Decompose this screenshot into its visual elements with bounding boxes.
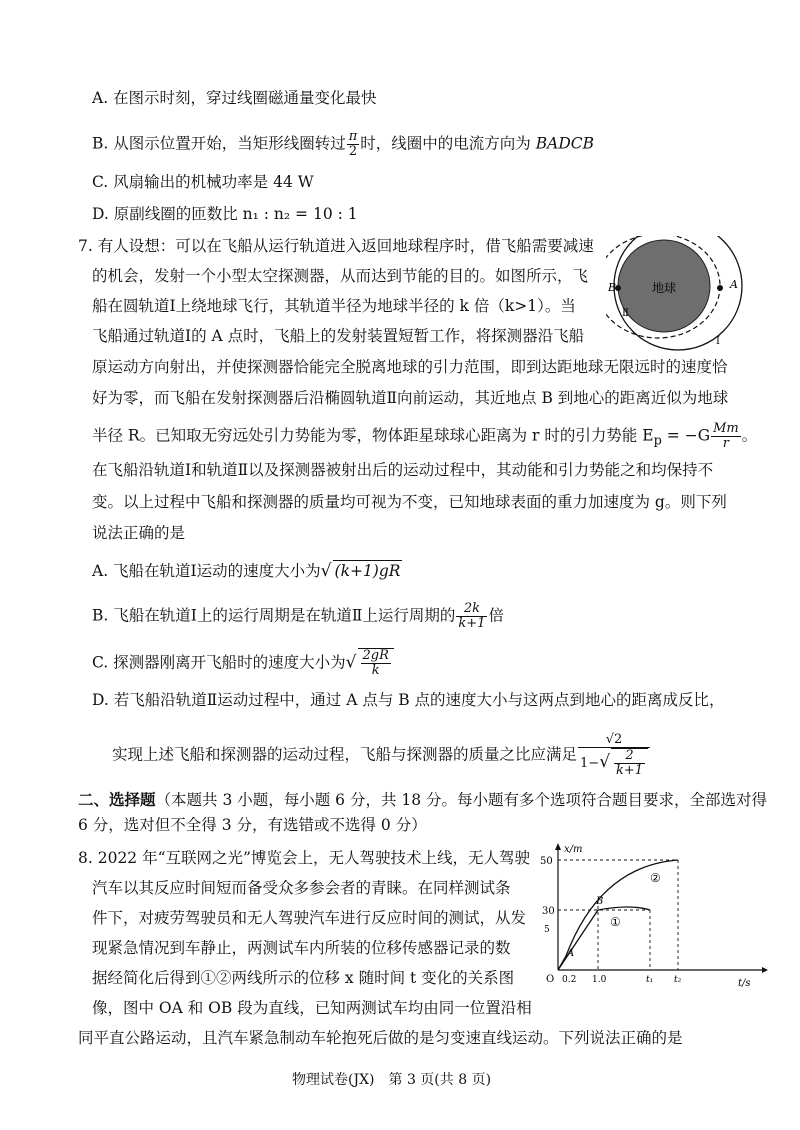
y-axis-label: x/m bbox=[564, 844, 583, 855]
q7-line-5: 原运动方向射出，并使探测器恰能完全脱离地球的引力范围，即到达距地球无限远时的速度恰 bbox=[92, 358, 728, 376]
curve-2-label: ② bbox=[650, 871, 661, 885]
point-a-label: A bbox=[730, 278, 738, 291]
section-2-title: 二、选择题 bbox=[78, 790, 156, 809]
q6-b-frac-num: π bbox=[348, 129, 358, 144]
x-tick-0-2: 0.2 bbox=[562, 975, 577, 985]
q7-option-c-fraction bbox=[361, 649, 391, 678]
page-footer: 物理试卷(JX) 第 3 页(共 8 页) bbox=[292, 1072, 492, 1088]
x-axis-arrow bbox=[762, 967, 768, 973]
q6-option-b bbox=[92, 130, 594, 159]
q7-line-8: 在飞船沿轨道Ⅰ和轨道Ⅱ以及探测器被射出后的运动过程中，其动能和引力势能之和均保持不 bbox=[92, 461, 714, 479]
sqrt-sign: √ bbox=[599, 752, 611, 772]
point-a-label: A bbox=[567, 948, 575, 959]
section-2-heading bbox=[78, 790, 767, 810]
q8-line-2: 汽车以其反应时间短而备受众多参会者的青睐。在同样测试条 bbox=[92, 879, 511, 897]
q7-line-7-end: 。 bbox=[741, 426, 758, 445]
q7-line-9: 变。以上过程中飞船和探测器的质量均可视为不变，已知地球表面的重力加速度为 g。则下列 bbox=[92, 493, 727, 511]
q6-option-c: C. 风扇输出的机械功率是 44 W bbox=[92, 173, 314, 191]
q7-d-den bbox=[578, 748, 650, 778]
q7-option-d-line-2 bbox=[112, 733, 651, 778]
q7-option-c-pre: C. 探测器刚离开飞船时的速度大小为 bbox=[92, 653, 346, 672]
y-axis-arrow bbox=[555, 843, 561, 850]
q7-d-inner-den: k+1 bbox=[616, 763, 644, 778]
q7-option-a bbox=[92, 560, 402, 581]
q8-line-5: 据经简化后得到①②两线所示的位移 x 随时间 t 变化的关系图 bbox=[92, 969, 515, 987]
q7-d-den-pre: 1− bbox=[580, 756, 600, 771]
x-axis-label: t/s bbox=[738, 978, 751, 989]
q7-option-d-fraction bbox=[578, 733, 650, 778]
q6-option-b-fraction bbox=[347, 130, 360, 159]
q7-c-den: k bbox=[371, 663, 380, 678]
x-tick-1-0: 1.0 bbox=[592, 975, 607, 985]
q7-potential-fraction bbox=[711, 422, 741, 451]
q6-option-d: D. 原副线圈的匝数比 n₁ : n₂ = 10 : 1 bbox=[92, 205, 358, 223]
orbit-i-label: Ⅰ bbox=[716, 336, 720, 347]
q8-displacement-graph bbox=[540, 840, 770, 990]
q7-line-7-pre: 半径 R。已知取无穷远处引力势能为零，物体距星球球心距离为 r 时的引力势能 E bbox=[92, 426, 654, 445]
point-b-label: B bbox=[596, 896, 604, 907]
q7-b-den: k+1 bbox=[458, 616, 486, 631]
q7-line-7 bbox=[92, 422, 757, 452]
q7-line-4: 飞船通过轨道Ⅰ的 A 点时，飞船上的发射装置短暂工作，将探测器沿飞船 bbox=[92, 327, 585, 345]
origin-label: O bbox=[546, 974, 555, 985]
section-2-note-2: 6 分，选对但不全得 3 分，有选错或不选得 0 分） bbox=[78, 816, 427, 834]
q6-option-a: A. 在图示时刻，穿过线圈磁通量变化最快 bbox=[92, 89, 377, 107]
earth-label: 地球 bbox=[652, 281, 677, 295]
curve-1-label: ① bbox=[610, 915, 621, 929]
q7-line-7-sub: p bbox=[653, 433, 662, 449]
y-extra-label: 5 bbox=[544, 925, 550, 935]
q7-option-d-line-1: D. 若飞船沿轨道Ⅱ运动过程中，通过 A 点与 B 点的速度大小与这两点到地心的距离成反比， bbox=[92, 691, 725, 709]
x-tick-t2: t₂ bbox=[674, 975, 682, 985]
q7-line-3: 船在圆轨道Ⅰ上绕地球飞行，其轨道半径为地球半径的 k 倍（k>1）。当 bbox=[92, 297, 576, 315]
y-tick-30: 30 bbox=[542, 906, 555, 917]
q8-line-1: 8. 2022 年“互联网之光”博览会上，无人驾驶技术上线，无人驾驶 bbox=[78, 849, 530, 867]
q7-option-a-radicand: (k+1)gR bbox=[334, 562, 401, 580]
q7-line-6: 好为零，而飞船在发射探测器后沿椭圆轨道Ⅱ向前运动，其近地点 B 到地心的距离近似为地球 bbox=[92, 389, 729, 407]
q7-b-num: 2k bbox=[456, 602, 487, 617]
q6-option-b-direction: BADCB bbox=[535, 134, 595, 153]
q7-line-7-eq: = −G bbox=[661, 426, 711, 445]
q7-frac-num: Mm bbox=[713, 421, 739, 436]
orbit-ii-label: Ⅱ bbox=[622, 308, 629, 319]
q7-d-num: √2 bbox=[578, 733, 650, 748]
q6-b-frac-den: 2 bbox=[348, 144, 358, 159]
q7-d-inner-fraction bbox=[614, 749, 645, 778]
q7-d-den-sqrt bbox=[611, 748, 648, 778]
q7-option-a-pre: A. 飞船在轨道Ⅰ运动的速度大小为 bbox=[92, 562, 321, 580]
q8-line-4: 现紧急情况到车静止，两测试车内所装的位移传感器记录的数 bbox=[92, 939, 511, 957]
section-2-note-1: （本题共 3 小题，每小题 6 分，共 18 分。每小题有多个选项符合题目要求，全部选对得 bbox=[155, 791, 768, 809]
q7-c-num: 2gR bbox=[362, 648, 389, 663]
q8-line-7: 同平直公路运动，且汽车紧急制动车轮抱死后做的是匀变速直线运动。下列说法正确的是 bbox=[78, 1029, 683, 1047]
q7-orbit-figure bbox=[606, 236, 754, 356]
y-tick-50: 50 bbox=[540, 856, 553, 867]
q8-line-3: 件下，对疲劳驾驶员和无人驾驶汽车进行反应时间的测试，从发 bbox=[92, 909, 527, 927]
point-b-label: B bbox=[608, 281, 617, 294]
q6-option-b-post: 时，线圈中的电流方向为 bbox=[360, 134, 531, 153]
q7-d-inner-num: 2 bbox=[614, 749, 645, 764]
q7-option-b-post: 倍 bbox=[488, 606, 504, 625]
point-a-dot bbox=[717, 285, 723, 291]
q7-frac-den: r bbox=[722, 436, 730, 451]
q6-option-b-pre: B. 从图示位置开始，当矩形线圈转过 bbox=[92, 134, 346, 153]
q7-option-b-fraction bbox=[456, 602, 487, 631]
sqrt-sign: √ bbox=[345, 652, 357, 673]
x-tick-t1: t₁ bbox=[646, 975, 654, 985]
q7-option-b-pre: B. 飞船在轨道Ⅰ上的运行周期是在轨道Ⅱ上运行周期的 bbox=[92, 606, 456, 625]
q7-option-b bbox=[92, 602, 504, 631]
q7-option-c-sqrt bbox=[358, 648, 394, 678]
q7-line-2: 的机会，发射一个小型太空探测器，从而达到节能的目的。如图所示，飞 bbox=[92, 267, 589, 285]
q7-option-d-text: 实现上述飞船和探测器的运动过程，飞船与探测器的质量之比应满足 bbox=[112, 745, 578, 764]
q7-option-c bbox=[92, 648, 394, 678]
curve-1 bbox=[558, 907, 650, 970]
sqrt-sign: √ bbox=[320, 561, 332, 581]
q8-line-6: 像，图中 OA 和 OB 段为直线，已知两测试车均由同一位置沿相 bbox=[92, 999, 532, 1017]
q7-line-1: 7. 有人设想：可以在飞船从运行轨道进入返回地球程序时，借飞船需要减速 bbox=[78, 237, 594, 255]
q7-line-10: 说法正确的是 bbox=[92, 524, 186, 542]
